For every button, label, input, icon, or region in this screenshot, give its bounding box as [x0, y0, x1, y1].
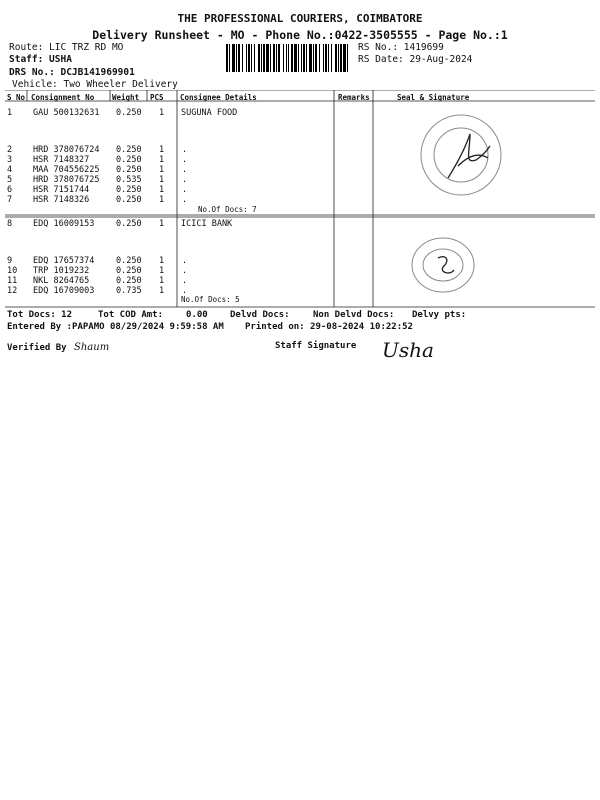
barcode-bar — [301, 44, 302, 72]
row-consignment: EDQ 16709003 — [33, 286, 95, 296]
row-weight: 0.735 — [116, 286, 142, 296]
col-header-weight: Weight — [112, 93, 140, 102]
printed-on: Printed on: 29-08-2024 10:22:52 — [245, 322, 413, 332]
document-subtitle: Delivery Runsheet - MO - Phone No.:0422-3505555 - Page No.:1 — [92, 28, 508, 42]
row-sno: 5 — [7, 175, 13, 185]
barcode-bar — [229, 44, 230, 72]
row-consignment: HRD 378076724 — [33, 145, 100, 155]
non-delivered-docs: Non Delvd Docs: — [313, 310, 395, 320]
barcode-bar — [335, 44, 337, 72]
col-header-sno: S No — [7, 93, 26, 102]
row-sno: 1 — [7, 108, 13, 118]
barcode-bar — [246, 44, 247, 72]
row-dot: . — [182, 286, 188, 296]
barcode-bar — [263, 44, 265, 72]
col-header-remarks: Remarks — [338, 93, 370, 102]
barcode-bar — [315, 44, 317, 72]
consignee-name: SUGUNA FOOD — [181, 108, 238, 118]
row-sno: 10 — [7, 266, 18, 276]
row-weight: 0.250 — [116, 165, 142, 175]
entered-by: Entered By :PAPAMO 08/29/2024 9:59:58 AM — [7, 322, 224, 332]
barcode-bar — [242, 44, 243, 72]
row-sno: 4 — [7, 165, 13, 175]
row-consignment: MAA 704556225 — [33, 165, 100, 175]
row-consignment: TRP 1019232 — [33, 266, 90, 276]
row-consignment: GAU 500132631 — [33, 108, 100, 118]
row-weight: 0.250 — [116, 195, 142, 205]
docs-count: No.Of Docs: 5 — [181, 295, 240, 304]
barcode-bar — [236, 44, 237, 72]
barcode-bar — [298, 44, 299, 72]
barcode-bar — [319, 44, 320, 72]
row-consignment: EDQ 16009153 — [33, 219, 95, 229]
delivery-points: Delvy pts: — [412, 310, 467, 320]
row-consignment: HSR 7148326 — [33, 195, 90, 205]
row-weight: 0.250 — [116, 108, 142, 118]
barcode-bar — [325, 44, 327, 72]
drs-number: DRS No.: DCJB141969901 — [9, 67, 135, 78]
row-dot: . — [182, 195, 188, 205]
row-dot: . — [182, 145, 188, 155]
col-header-pcs: PCS — [150, 93, 164, 102]
row-sno: 8 — [7, 219, 13, 229]
barcode-bar — [343, 44, 346, 72]
route-label: Route: LIC TRZ RD MO — [9, 42, 124, 53]
barcode-bar — [232, 44, 235, 72]
row-dot: . — [182, 266, 188, 276]
row-pcs: 1 — [159, 276, 165, 286]
barcode-bar — [294, 44, 297, 72]
row-pcs: 1 — [159, 165, 165, 175]
verified-by-label: Verified By — [7, 343, 67, 353]
row-dot: . — [182, 175, 188, 185]
barcode-bar — [323, 44, 324, 72]
row-consignment: HRD 378076725 — [33, 175, 100, 185]
row-weight: 0.250 — [116, 266, 142, 276]
barcode-bar — [331, 44, 332, 72]
row-consignment: NKL 8264765 — [33, 276, 90, 286]
row-weight: 0.250 — [116, 219, 142, 229]
barcode-bar — [340, 44, 342, 72]
row-sno: 6 — [7, 185, 13, 195]
barcode-bar — [328, 44, 329, 72]
barcode-bar — [313, 44, 314, 72]
barcode-bar — [291, 44, 293, 72]
row-consignment: EDQ 17657374 — [33, 256, 95, 266]
delivered-docs: Delvd Docs: — [230, 310, 290, 320]
barcode-bar — [258, 44, 260, 72]
row-dot: . — [182, 276, 188, 286]
row-dot: . — [182, 155, 188, 165]
barcode-bar — [254, 44, 255, 72]
barcode-bar — [266, 44, 269, 72]
barcode-bar — [283, 44, 284, 72]
total-docs: Tot Docs: 12 — [7, 310, 73, 320]
barcode-bar — [303, 44, 305, 72]
row-consignment: HSR 7148327 — [33, 155, 90, 165]
row-weight: 0.250 — [116, 276, 142, 286]
barcode-bar — [248, 44, 250, 72]
barcode-bar — [238, 44, 240, 72]
row-consignment: HSR 7151744 — [33, 185, 90, 195]
barcode-bar — [288, 44, 289, 72]
barcode-bar — [306, 44, 307, 72]
docs-count: No.Of Docs: 7 — [198, 205, 257, 214]
row-pcs: 1 — [159, 145, 165, 155]
row-pcs: 1 — [159, 219, 165, 229]
barcode-bar — [347, 44, 348, 72]
row-weight: 0.250 — [116, 256, 142, 266]
runsheet-table-grid — [5, 90, 595, 308]
bank-seal-stamp — [410, 236, 476, 294]
rs-date: RS Date: 29-Aug-2024 — [358, 54, 473, 65]
row-weight: 0.535 — [116, 175, 142, 185]
row-pcs: 1 — [159, 185, 165, 195]
row-dot: . — [182, 165, 188, 175]
rs-number: RS No.: 1419699 — [358, 42, 444, 53]
barcode-bar — [276, 44, 277, 72]
col-header-signature: Seal & Signature — [397, 93, 470, 102]
barcode — [226, 44, 350, 72]
barcode-bar — [261, 44, 262, 72]
vehicle-label: Vehicle: Two Wheeler Delivery — [12, 79, 178, 90]
document-title: THE PROFESSIONAL COURIERS, COIMBATORE — [177, 12, 423, 25]
row-sno: 2 — [7, 145, 13, 155]
row-sno: 12 — [7, 286, 18, 296]
total-cod-label: Tot COD Amt: — [98, 310, 164, 320]
row-pcs: 1 — [159, 266, 165, 276]
row-pcs: 1 — [159, 195, 165, 205]
col-header-consignment: Consignment No — [31, 93, 95, 102]
barcode-bar — [338, 44, 339, 72]
barcode-bar — [309, 44, 312, 72]
consignee-name: ICICI BANK — [181, 219, 233, 229]
row-sno: 3 — [7, 155, 13, 165]
barcode-bar — [251, 44, 252, 72]
row-dot: . — [182, 256, 188, 266]
barcode-bar — [273, 44, 275, 72]
row-weight: 0.250 — [116, 185, 142, 195]
staff-signature-label: Staff Signature — [275, 341, 357, 351]
barcode-bar — [278, 44, 280, 72]
row-pcs: 1 — [159, 256, 165, 266]
row-sno: 11 — [7, 276, 18, 286]
barcode-bar — [286, 44, 287, 72]
row-weight: 0.250 — [116, 145, 142, 155]
row-pcs: 1 — [159, 175, 165, 185]
row-sno: 9 — [7, 256, 13, 266]
row-pcs: 1 — [159, 286, 165, 296]
staff-label: Staff: USHA — [9, 54, 72, 65]
total-cod-value: 0.00 — [186, 310, 208, 320]
row-dot: . — [182, 185, 188, 195]
col-header-consignee: Consignee Details — [180, 93, 257, 102]
barcode-bar — [226, 44, 228, 72]
row-pcs: 1 — [159, 155, 165, 165]
row-sno: 7 — [7, 195, 13, 205]
company-seal-stamp — [418, 112, 504, 198]
verified-by-signature: Shaum — [74, 342, 110, 353]
row-pcs: 1 — [159, 108, 165, 118]
row-weight: 0.250 — [116, 155, 142, 165]
staff-signature: Usha — [382, 338, 434, 362]
barcode-bar — [270, 44, 271, 72]
